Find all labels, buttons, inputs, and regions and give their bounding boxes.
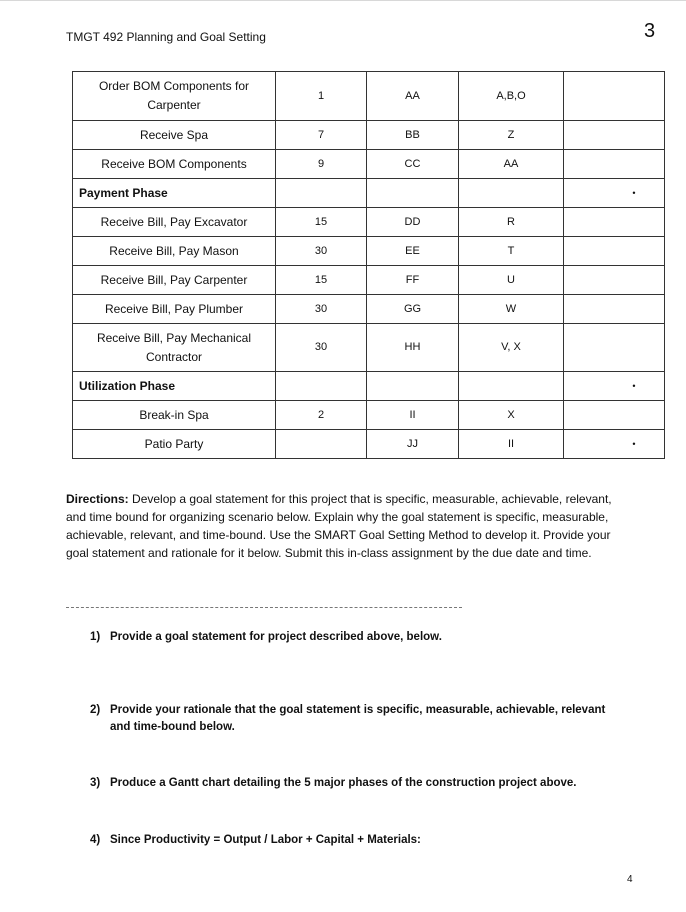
task-name-cell: Receive BOM Components — [73, 150, 276, 179]
duration-cell: 30 — [276, 324, 367, 372]
note-cell — [564, 72, 665, 121]
task-code-cell: DD — [367, 208, 459, 237]
task-name-cell: Receive Bill, Pay Mason — [73, 237, 276, 266]
predecessors-cell: T — [459, 237, 564, 266]
note-cell — [564, 295, 665, 324]
task-name-cell: Receive Bill, Pay Plumber — [73, 295, 276, 324]
question-text: Provide your rationale that the goal statement is specific, measurable, achievable, relevant and time-bound below. — [110, 704, 606, 733]
top-border-line — [0, 0, 686, 1]
task-table — [72, 71, 665, 459]
task-name-cell: Break-in Spa — [73, 401, 276, 430]
question-1 — [90, 629, 630, 646]
question-text: Produce a Gantt chart detailing the 5 major phases of the construction project above. — [110, 777, 577, 789]
duration-cell: 2 — [276, 401, 367, 430]
note-cell — [564, 208, 665, 237]
question-2 — [90, 702, 630, 736]
predecessors-cell: X — [459, 401, 564, 430]
task-name-cell: Payment Phase — [73, 179, 276, 208]
task-code-cell: BB — [367, 121, 459, 150]
footer-page-number: 4 — [627, 874, 633, 885]
bullet-mark: • — [632, 188, 636, 198]
task-name-cell: Utilization Phase — [73, 372, 276, 401]
task-code-cell: GG — [367, 295, 459, 324]
task-name-cell: Patio Party — [73, 430, 276, 459]
question-number: 4) — [90, 834, 101, 846]
task-name-cell: Order BOM Components for Carpenter — [73, 72, 276, 121]
predecessors-cell — [459, 179, 564, 208]
task-name-cell: Receive Spa — [73, 121, 276, 150]
duration-cell: 30 — [276, 295, 367, 324]
task-row — [73, 208, 665, 237]
task-row — [73, 150, 665, 179]
note-cell — [564, 121, 665, 150]
duration-cell — [276, 372, 367, 401]
question-3 — [90, 775, 650, 792]
phase-row — [73, 179, 665, 208]
task-row — [73, 121, 665, 150]
note-cell — [564, 372, 665, 401]
phase-row — [73, 372, 665, 401]
note-cell — [564, 237, 665, 266]
duration-cell: 9 — [276, 150, 367, 179]
question-number: 3) — [90, 777, 101, 789]
predecessors-cell: W — [459, 295, 564, 324]
predecessors-cell — [459, 372, 564, 401]
task-code-cell: II — [367, 401, 459, 430]
task-row — [73, 324, 665, 372]
task-row — [73, 430, 665, 459]
bullet-mark: • — [632, 439, 636, 449]
task-code-cell — [367, 372, 459, 401]
task-name-cell: Receive Bill, Pay Excavator — [73, 208, 276, 237]
question-text: Since Productivity = Output / Labor + Capital + Materials: — [110, 834, 421, 846]
task-row — [73, 72, 665, 121]
directions-paragraph — [66, 490, 626, 562]
question-number: 1) — [90, 631, 101, 643]
note-cell — [564, 324, 665, 372]
task-code-cell: CC — [367, 150, 459, 179]
duration-cell — [276, 179, 367, 208]
predecessors-cell: Z — [459, 121, 564, 150]
task-row — [73, 401, 665, 430]
predecessors-cell: A,B,O — [459, 72, 564, 121]
note-cell — [564, 266, 665, 295]
task-row — [73, 266, 665, 295]
task-code-cell: JJ — [367, 430, 459, 459]
directions-text: Develop a goal statement for this project that is specific, measurable, achievable, relevant, and time bound for organizing scenario below. Explain why the goal statement is specific, measurable, achievable, relevant, and time-bound. Use the SMART Goal Setting Method to develop it. Provide your goal statement and rationale for it below. Submit this in-class assignment by the due date and time. — [66, 492, 612, 560]
duration-cell — [276, 430, 367, 459]
note-cell — [564, 401, 665, 430]
question-text: Provide a goal statement for project described above, below. — [110, 631, 442, 643]
task-code-cell: HH — [367, 324, 459, 372]
bullet-mark: • — [632, 381, 636, 391]
task-row — [73, 295, 665, 324]
note-cell — [564, 150, 665, 179]
predecessors-cell: V, X — [459, 324, 564, 372]
task-code-cell — [367, 179, 459, 208]
task-row — [73, 237, 665, 266]
note-cell — [564, 430, 665, 459]
task-code-cell: EE — [367, 237, 459, 266]
dashed-divider — [66, 607, 462, 608]
predecessors-cell: AA — [459, 150, 564, 179]
duration-cell: 7 — [276, 121, 367, 150]
question-number: 2) — [90, 704, 101, 716]
corner-page-number: 3 — [644, 20, 656, 42]
task-name-cell: Receive Bill, Pay Mechanical Contractor — [73, 324, 276, 372]
task-code-cell: AA — [367, 72, 459, 121]
predecessors-cell: R — [459, 208, 564, 237]
duration-cell: 30 — [276, 237, 367, 266]
duration-cell: 15 — [276, 266, 367, 295]
predecessors-cell: II — [459, 430, 564, 459]
question-4 — [90, 832, 630, 849]
task-name-cell: Receive Bill, Pay Carpenter — [73, 266, 276, 295]
duration-cell: 1 — [276, 72, 367, 121]
task-code-cell: FF — [367, 266, 459, 295]
note-cell — [564, 179, 665, 208]
document-header-title: TMGT 492 Planning and Goal Setting — [66, 30, 266, 44]
directions-label: Directions: — [66, 492, 129, 506]
duration-cell: 15 — [276, 208, 367, 237]
predecessors-cell: U — [459, 266, 564, 295]
